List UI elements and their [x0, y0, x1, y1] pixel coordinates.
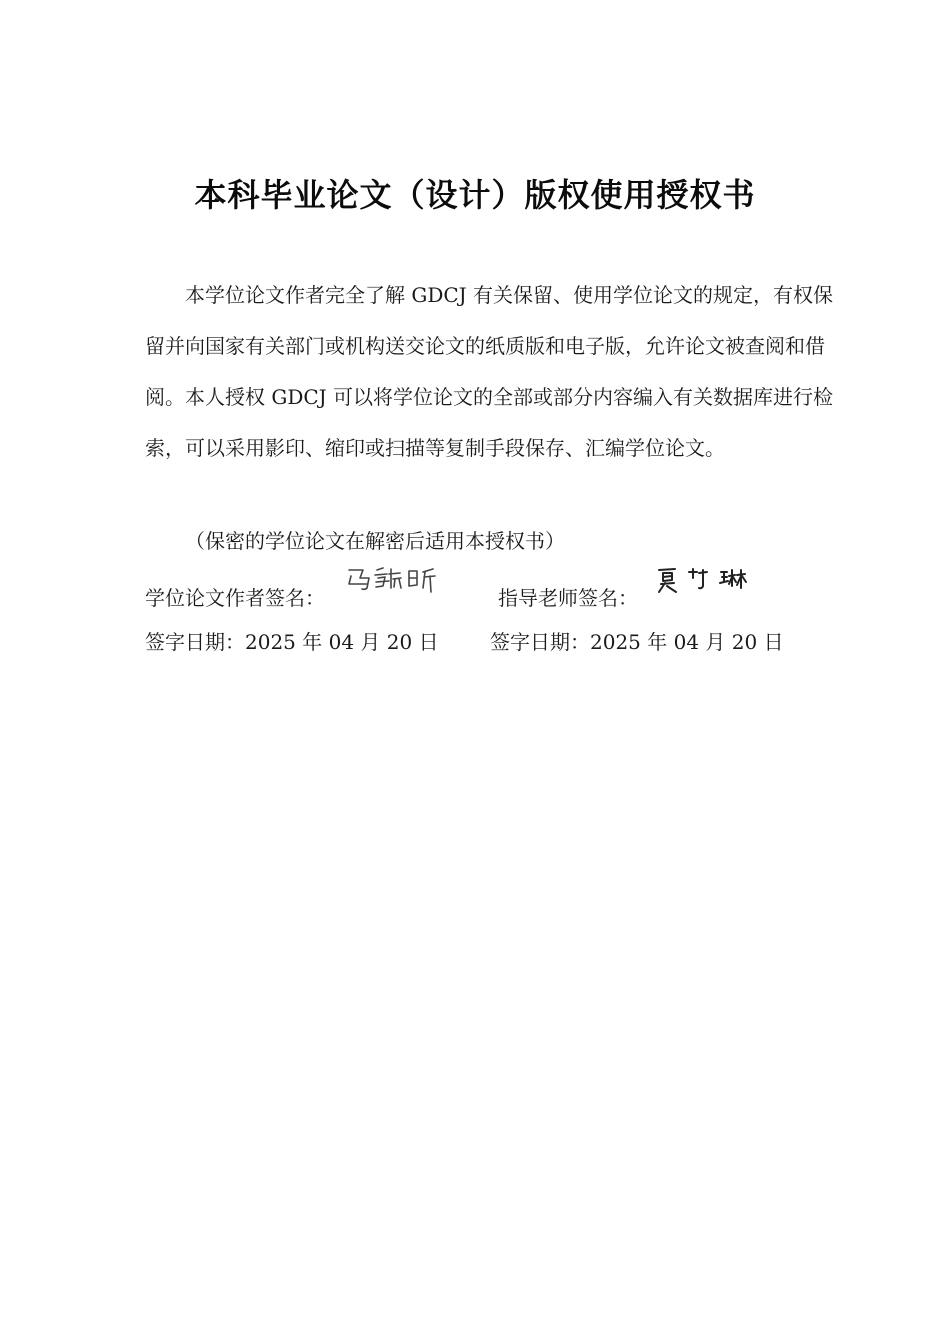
author-signature-label: 学位论文作者签名：: [145, 586, 325, 610]
advisor-signature-label: 指导老师签名：: [498, 586, 638, 610]
author-sign-date: 签字日期：2025 年 04 月 20 日: [145, 630, 439, 654]
authorization-paragraph: 本学位论文作者完全了解 GDCJ 有关保留、使用学位论文的规定，有权保留并向国家有关部门或机构送交论文的纸质版和电子版，允许论文被查阅和借阅。本人授权 GDCJ 可以将学位论文的全部或部分内容编入有关数据库进行检索，可以采用影印、缩印或扫描等复制手段保存、汇编学位论文。: [145, 283, 834, 460]
advisor-sign-date: 签字日期：2025 年 04 月 20 日: [490, 630, 784, 654]
author-signature-image: [345, 562, 445, 598]
advisor-signature-image: [655, 564, 750, 598]
document-title: 本科毕业论文（设计）版权使用授权书: [194, 176, 756, 214]
confidentiality-note: （保密的学位论文在解密后适用本授权书）: [185, 529, 565, 553]
